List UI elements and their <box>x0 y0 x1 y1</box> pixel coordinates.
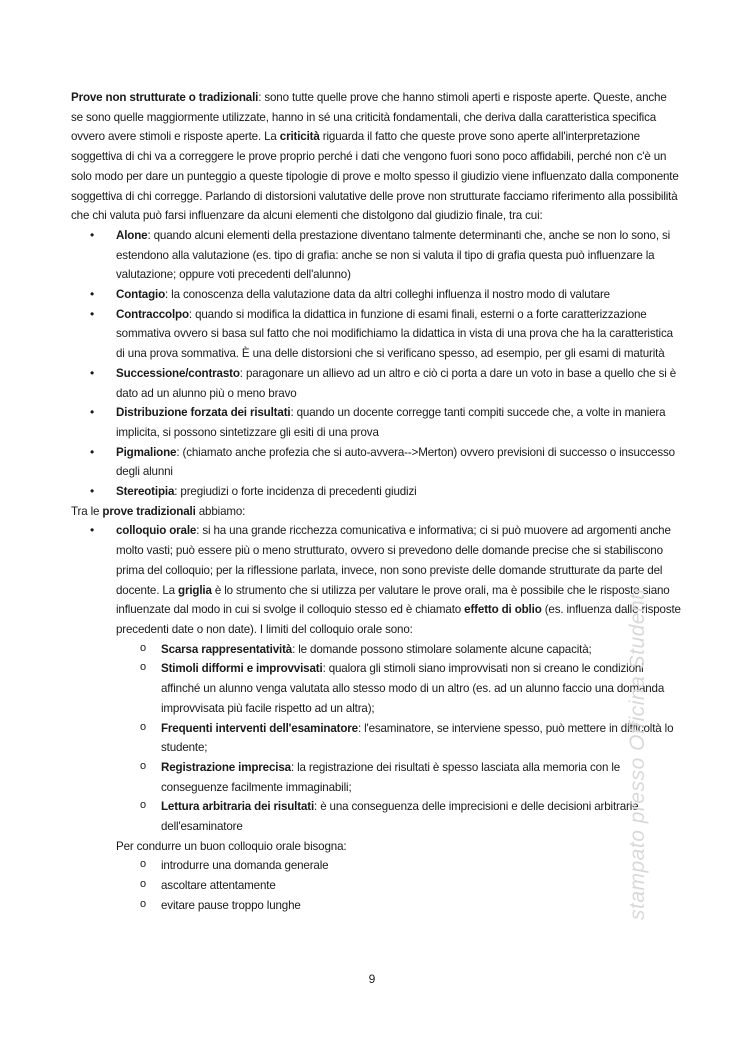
list-item <box>71 797 681 836</box>
item-text: : è una conseguenza delle imprecisioni e delle decisioni arbitrarie dell'esaminatore <box>161 800 639 834</box>
oblio-term: effetto di oblio <box>464 603 542 617</box>
item-text: : la conoscenza della valutazione data da altri colleghi influenza il nostro modo di valutare <box>165 288 610 302</box>
oral-text: è lo strumento che si utilizza per valutare le prove orali, ma è possibile che le risposte siano influenzate dal modo in cui si svolge il colloquio stesso ed è chiamato <box>116 583 670 617</box>
item-text: : le domande possono stimolare solamente alcune capacità; <box>292 642 592 656</box>
good-oral-intro: Per condurre un buon colloquio orale bisogna: <box>116 839 347 853</box>
text: Tra le <box>71 504 103 518</box>
list-item <box>71 482 681 502</box>
item-term: Distribuzione forzata dei risultati <box>116 406 291 420</box>
griglia-term: griglia <box>178 583 212 597</box>
item-text: : pregiudizi o forte incidenza di precedenti giudizi <box>174 485 417 499</box>
criticita-term: criticità <box>279 130 320 144</box>
list-item <box>71 443 681 482</box>
list-item <box>71 719 681 758</box>
item-text: : la registrazione dei risultati è spesso lasciata alla memoria con le conseguenze facilmente immaginabili; <box>161 760 621 794</box>
limits-list <box>71 640 681 837</box>
traditional-list <box>71 521 681 836</box>
list-item <box>71 403 681 442</box>
list-item <box>71 305 681 364</box>
list-item: o introdurre una domanda generale <box>71 856 681 876</box>
item-text: : quando si modifica la didattica in funzione di esami finali, esterni o a forte caratterizzazione sommativa ovvero si basa sul fatto che noi modifichiamo la didattica in vista di una prova che ha la caratteristica di una prova sommativa. È una delle distorsioni che si verificano spesso, ad esempio, per gli esami di maturità <box>116 307 673 361</box>
list-item <box>71 285 681 305</box>
oral-term: colloquio orale <box>116 524 197 538</box>
list-item-oral <box>71 521 681 836</box>
intro-term: Prove non strutturate o tradizionali <box>71 91 259 104</box>
oral-text: (es. influenza dalle risposte precedenti date o non date). I limiti del colloquio orale sono: <box>116 603 681 636</box>
item-term: Scarsa rappresentatività <box>161 642 293 656</box>
distortions-list <box>71 226 681 502</box>
item-term: Contraccolpo <box>116 307 189 321</box>
list-item <box>71 640 681 660</box>
page-number: 9 <box>368 972 376 986</box>
item-term: Alone <box>116 228 148 242</box>
intro-text: : sono tutte quelle prove che hanno stimoli aperti e risposte aperte. Queste, anche se sono quelle maggiormente utilizzate, hanno in sé una criticità fondamentali, che deriva dalla caratteristica specifica ovvero avere stimoli e risposte aperte. La <box>71 91 667 144</box>
traditional-term: prove tradizionali <box>102 504 196 518</box>
intro-text-cont: riguarda il fatto che queste prove sono aperte all'interpretazione soggettiva di chi va a correggere le prove proprio perché i dati che vengono fuori sono poco affidabili, perché non c'è un solo modo per dare un punteggio a queste tipologie di prove e molto spesso il giudizio viene influenzato dalla componente soggettiva di chi corregge. Parlando di distorsioni valutative delle prove non strutturate facciamo riferimento alla possibilità che chi valuta può farsi influenzare da alcuni elementi che distolgono dal giudizio finale, tra cui: <box>71 130 679 223</box>
document-page <box>71 88 681 916</box>
good-oral-list <box>71 856 681 915</box>
traditional-intro <box>71 502 681 522</box>
item-text: : quando un docente corregge tanti compiti succede che, a volte in maniera implicita, si possono sintetizzare gli esiti di una prova <box>116 406 666 439</box>
oral-text: : si ha una grande ricchezza comunicativa e informativa; ci si può muovere ad argomenti anche molto vasti; può essere più o meno strutturato, ovvero si prevedono delle domande precise che si stabiliscono prima del colloquio; per la riflessione parlata, invece, non sono previste delle domande strutturate da parte del docente. La <box>116 524 671 597</box>
list-item: o ascoltare attentamente <box>71 876 681 896</box>
item-text: : paragonare un allievo ad un altro e ciò ci porta a dare un voto in base a quello che si è dato ad un alunno più o meno bravo <box>116 366 677 400</box>
item-text: : (chiamato anche profezia che si auto-avvera-->Merton) ovvero previsioni di successo o insuccesso degli alunni <box>116 445 675 479</box>
item-term: Successione/contrasto <box>116 366 240 380</box>
list-item <box>71 758 681 797</box>
watermark: stampato presso Officina Studenti <box>626 588 649 920</box>
text: abbiamo: <box>195 504 246 518</box>
list-item <box>71 364 681 403</box>
item-term: Registrazione imprecisa <box>161 760 291 774</box>
intro-paragraph <box>71 88 681 226</box>
list-item: o evitare pause troppo lunghe <box>71 896 681 916</box>
list-item <box>71 226 681 285</box>
item-term: Pigmalione <box>116 445 177 459</box>
item-term: Contagio <box>116 288 166 302</box>
item-term: Stereotipia <box>116 485 175 499</box>
item-term: Frequenti interventi dell'esaminatore <box>161 721 358 735</box>
item-term: Lettura arbitraria dei risultati <box>161 800 315 814</box>
item-text: : quando alcuni elementi della prestazione diventano talmente determinanti che, anche se non lo sono, si estendono alla valutazione (es. tipo di grafia: anche se non si valuta il tipo di grafia questa può influenzare la valutazione; oppure voti precedenti dell'alunno) <box>116 228 671 282</box>
item-term: Stimoli difformi e improvvisati <box>161 662 323 676</box>
item-text: : qualora gli stimoli siano improvvisati non si creano le condizioni affinché un alunno venga valutata allo stesso modo di un altro (es. ad un alunno faccio una domanda improvvisata più facile rispetto ad un altra); <box>161 662 665 715</box>
item-text: : l'esaminatore, se interviene spesso, può mettere in difficoltà lo studente; <box>161 721 674 755</box>
list-item <box>71 659 681 718</box>
